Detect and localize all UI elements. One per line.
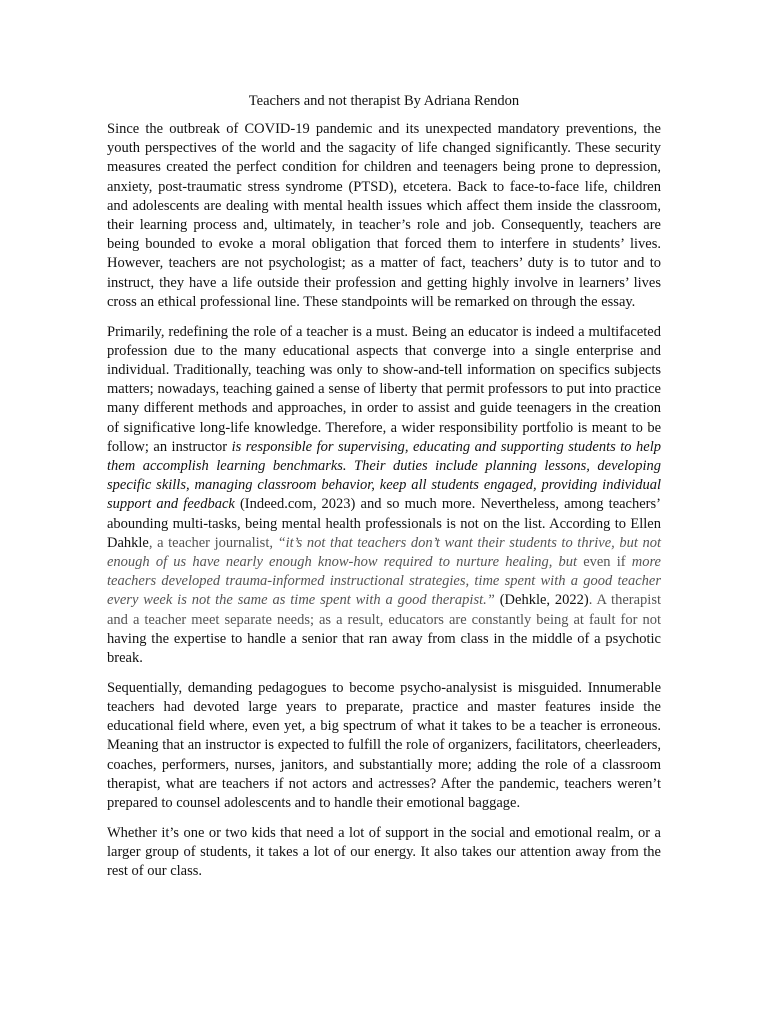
italic-quote-dahkle-1: “it’s not that teachers don’t want their students to thrive, but not enough of us have nearly enough know-how required to nurture healing, but: [107, 534, 662, 570]
paragraph-psycho-analysist: Sequentially, demanding pedagogues to become psycho-analysist is misguided. Innumerable teachers had devoted large years to preparate, practice and master features inside the educational field where, even yet, a big spectrum of what it takes to be a teacher is erroneous. Meaning that an instructor is expected to fulfill the role of organizers, facilitators, cheerleaders, coaches, performers, nurses, janitors, and substantially more; adding the role of a classroom therapist, what are teachers if not actors and actresses? After the pandemic, teachers weren’t prepared to counsel adolescents and to handle their emotional baggage.: [107, 679, 661, 811]
citation-indeed: (Indeed.com, 2023) and so much more. Nevertheless, among teachers’ abounding multi-tasks, being mental health professionals is not on the list. According to Ellen Dahkle: [107, 496, 661, 551]
document-title: Teachers and not therapist By Adriana Rendon: [248, 93, 520, 109]
paragraph-text: having the expertise to handle a senior that ran away from class in the middle of a psychotic break.: [107, 630, 661, 666]
paragraph-role-of-teacher: [107, 323, 661, 669]
paragraph-text-muted: , a teacher journalist,: [148, 534, 278, 551]
paragraph-energy: Whether it’s one or two kids that need a lot of support in the social and emotional realm, or a larger group of students, it takes a lot of our energy. It also takes our attention away from the rest of our class.: [107, 824, 661, 880]
paragraph-text-muted: even if: [577, 553, 632, 570]
paragraph-text-muted: . A therapist and a teacher meet separate needs; as a result, educators are constantly being at fault for not: [107, 592, 661, 628]
paragraph-intro: Since the outbreak of COVID-19 pandemic and its unexpected mandatory preventions, the youth perspectives of the world and the sagacity of life changed significantly. These security measures created the perfect condition for children and teenagers being prone to depression, anxiety, post-traumatic stress syndrome (PTSD), etcetera. Back to face-to-face life, children and adolescents are dealing with mental health issues which affect them inside the classroom, their learning process and, ultimately, in teacher’s role and job. Consequently, teachers are being bounded to evoke a moral obligation that forced them to interfere in students’ lives. However, teachers are not psychologist; as a matter of fact, teachers’ duty is to tutor and to instruct, they have a life outside their profession and getting highly involve in learners’ lives cross an ethical professional line. These standpoints will be remarked on through the essay.: [107, 121, 661, 310]
italic-quote-indeed: is responsible for supervising, educating and supporting students to help them accomplish learning benchmarks. Their duties include planning lessons, developing specific skills, managing classroom behavior, keep all students engaged, providing individual support and feedback: [107, 438, 661, 513]
italic-quote-dahkle-2: more teachers developed trauma-informed instructional strategies, time spent with a good teacher every week is not the same as time spent with a good therapist.”: [107, 553, 661, 609]
citation-dehkle: (Dehkle, 2022): [494, 592, 589, 609]
paragraph-text: Primarily, redefining the role of a teacher is a must. Being an educator is indeed a multifaceted profession due to the many educational aspects that converge into a single enterprise and individual. Traditionally, teaching was only to show-and-tell information on specifics subjects matters; nowadays, teaching gained a sense of liberty that permit professors to put into practice many different methods and approaches, in order to assist and guide teenagers in the creation of significative long-life knowledge. Therefore, a wider responsibility portfolio is meant to be follow; an instructor: [107, 323, 661, 455]
